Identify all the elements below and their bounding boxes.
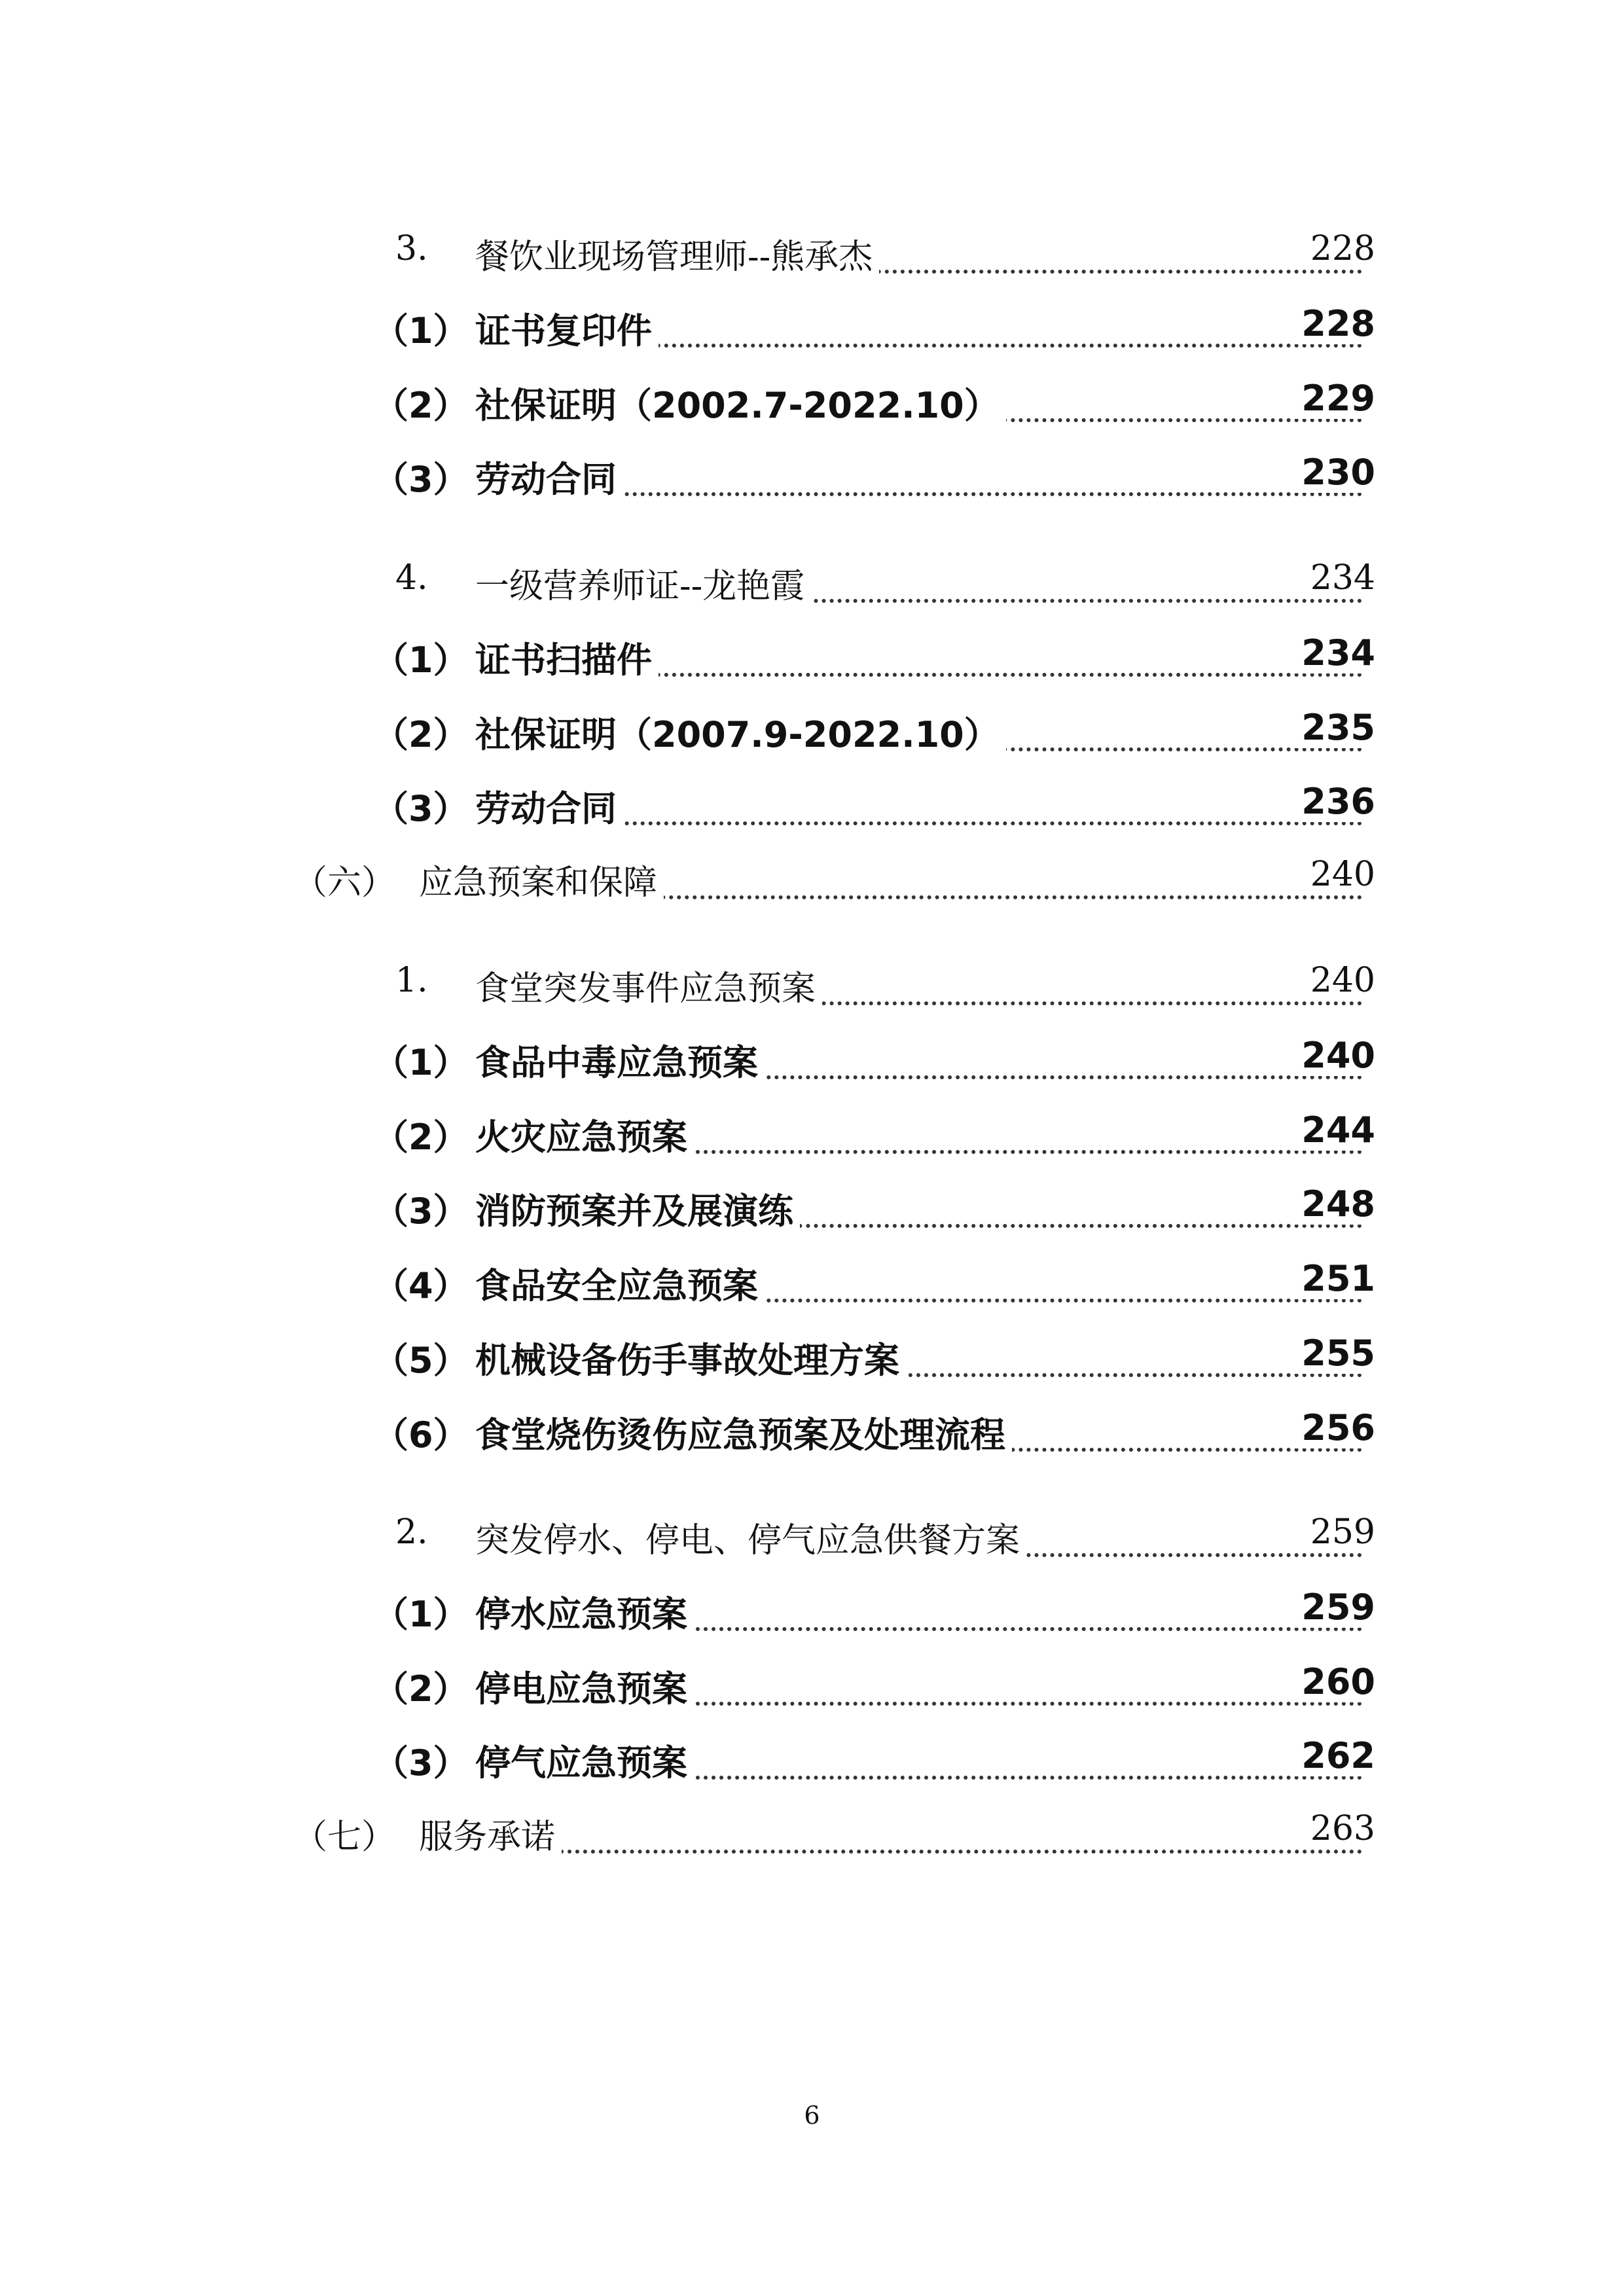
toc-entry-page: 263 xyxy=(1303,1809,1375,1848)
toc-entry[interactable] xyxy=(0,558,1624,617)
toc-entry-page: 255 xyxy=(1293,1333,1375,1374)
toc-entry-title: 证书复印件 xyxy=(475,303,659,353)
toc-entry-title: 消防预案并及展演练 xyxy=(475,1183,800,1234)
toc-entry-title: 停水应急预案 xyxy=(475,1587,694,1637)
toc-entry-title: 食堂烧伤烫伤应急预案及处理流程 xyxy=(475,1407,1012,1458)
toc-entry[interactable] xyxy=(0,229,1624,288)
toc-entry-page: 262 xyxy=(1293,1735,1375,1776)
toc-entry[interactable] xyxy=(0,1035,1624,1094)
toc-entry-title: 停电应急预案 xyxy=(475,1661,694,1712)
toc-entry[interactable] xyxy=(0,781,1624,840)
toc-entry-title: 停气应急预案 xyxy=(475,1735,694,1785)
toc-entry-number: （6） xyxy=(373,1414,469,1456)
toc-entry-number: 2. xyxy=(395,1513,428,1552)
toc-entry-title: 社保证明（2007.9-2022.10） xyxy=(475,707,1006,757)
toc-entry-number: （3） xyxy=(373,788,469,829)
toc-entry-title: 社保证明（2002.7-2022.10） xyxy=(475,378,1006,428)
toc-entry-title: 食堂突发事件应急预案 xyxy=(475,961,822,1010)
toc-entry-page: 228 xyxy=(1303,229,1375,268)
toc-entry[interactable] xyxy=(0,961,1624,1020)
toc-entry-title: 突发停水、停电、停气应急供餐方案 xyxy=(475,1513,1026,1562)
toc-entry-number: （六） xyxy=(293,863,396,903)
toc-entry[interactable] xyxy=(0,1809,1624,1868)
toc-entry-page: 248 xyxy=(1293,1183,1375,1225)
toc-entry-title: 劳动合同 xyxy=(475,781,623,831)
toc-entry-page: 256 xyxy=(1293,1407,1375,1448)
toc-entry-title: 应急预案和保障 xyxy=(419,855,664,904)
toc-entry[interactable] xyxy=(0,1109,1624,1168)
toc-entry-page: 240 xyxy=(1303,961,1375,1000)
toc-entry-page: 228 xyxy=(1293,303,1375,344)
toc-entry[interactable] xyxy=(0,303,1624,362)
toc-entry-number: （3） xyxy=(373,459,469,500)
toc-entry-number: （1） xyxy=(373,639,469,681)
toc-entry[interactable] xyxy=(0,1661,1624,1720)
page-number: 6 xyxy=(804,2101,820,2130)
toc-entry[interactable] xyxy=(0,1513,1624,1571)
toc-entry-number: （1） xyxy=(373,1042,469,1083)
toc-entry-page: 244 xyxy=(1293,1109,1375,1151)
toc-entry-number: （5） xyxy=(373,1340,469,1381)
toc-entry[interactable] xyxy=(0,632,1624,691)
toc-entry[interactable] xyxy=(0,1587,1624,1645)
toc-entry-title: 劳动合同 xyxy=(475,452,623,502)
toc-entry-number: （七） xyxy=(293,1818,396,1857)
toc-entry-number: （1） xyxy=(373,310,469,351)
toc-entry-page: 230 xyxy=(1293,452,1375,493)
toc-entry[interactable] xyxy=(0,452,1624,511)
toc-entry-title: 机械设备伤手事故处理方案 xyxy=(475,1333,906,1383)
toc-entry-title: 服务承诺 xyxy=(419,1809,562,1858)
toc-entry-number: （2） xyxy=(373,1668,469,1710)
toc-entry-number: 3. xyxy=(395,229,428,268)
toc-entry-number: 1. xyxy=(395,961,428,1000)
toc-entry[interactable] xyxy=(0,1735,1624,1794)
toc-entry[interactable] xyxy=(0,1183,1624,1242)
toc-entry-page: 259 xyxy=(1293,1587,1375,1628)
toc-entry-page: 229 xyxy=(1293,378,1375,419)
toc-entry-page: 236 xyxy=(1293,781,1375,822)
toc-entry-title: 餐饮业现场管理师--熊承杰 xyxy=(475,229,879,278)
toc-entry-page: 234 xyxy=(1293,632,1375,673)
toc-entry-number: （4） xyxy=(373,1265,469,1306)
toc-entry-number: 4. xyxy=(395,558,428,598)
toc-entry-number: （1） xyxy=(373,1594,469,1635)
toc-entry-number: （2） xyxy=(373,1117,469,1158)
toc-entry[interactable] xyxy=(0,855,1624,914)
toc-entry[interactable] xyxy=(0,378,1624,437)
toc-entry-title: 食品中毒应急预案 xyxy=(475,1035,765,1085)
toc-entry[interactable] xyxy=(0,1258,1624,1317)
toc-entry-page: 240 xyxy=(1303,855,1375,894)
toc-entry-title: 火灾应急预案 xyxy=(475,1109,694,1160)
toc-entry-number: （2） xyxy=(373,385,469,426)
toc-entry-page: 259 xyxy=(1303,1513,1375,1552)
toc-entry[interactable] xyxy=(0,1333,1624,1391)
toc-entry-title: 一级营养师证--龙艳霞 xyxy=(475,558,811,607)
toc-entry-title: 食品安全应急预案 xyxy=(475,1258,765,1308)
toc-entry-page: 260 xyxy=(1293,1661,1375,1702)
toc-entry-page: 234 xyxy=(1303,558,1375,598)
toc-entry-page: 235 xyxy=(1293,707,1375,748)
toc-entry-page: 251 xyxy=(1293,1258,1375,1299)
toc-entry-page: 240 xyxy=(1293,1035,1375,1076)
toc-entry-number: （3） xyxy=(373,1191,469,1232)
toc-entry[interactable] xyxy=(0,707,1624,766)
toc-entry-title: 证书扫描件 xyxy=(475,632,659,683)
toc-entry[interactable] xyxy=(0,1407,1624,1466)
toc-entry-number: （2） xyxy=(373,714,469,755)
toc-entry-number: （3） xyxy=(373,1742,469,1784)
